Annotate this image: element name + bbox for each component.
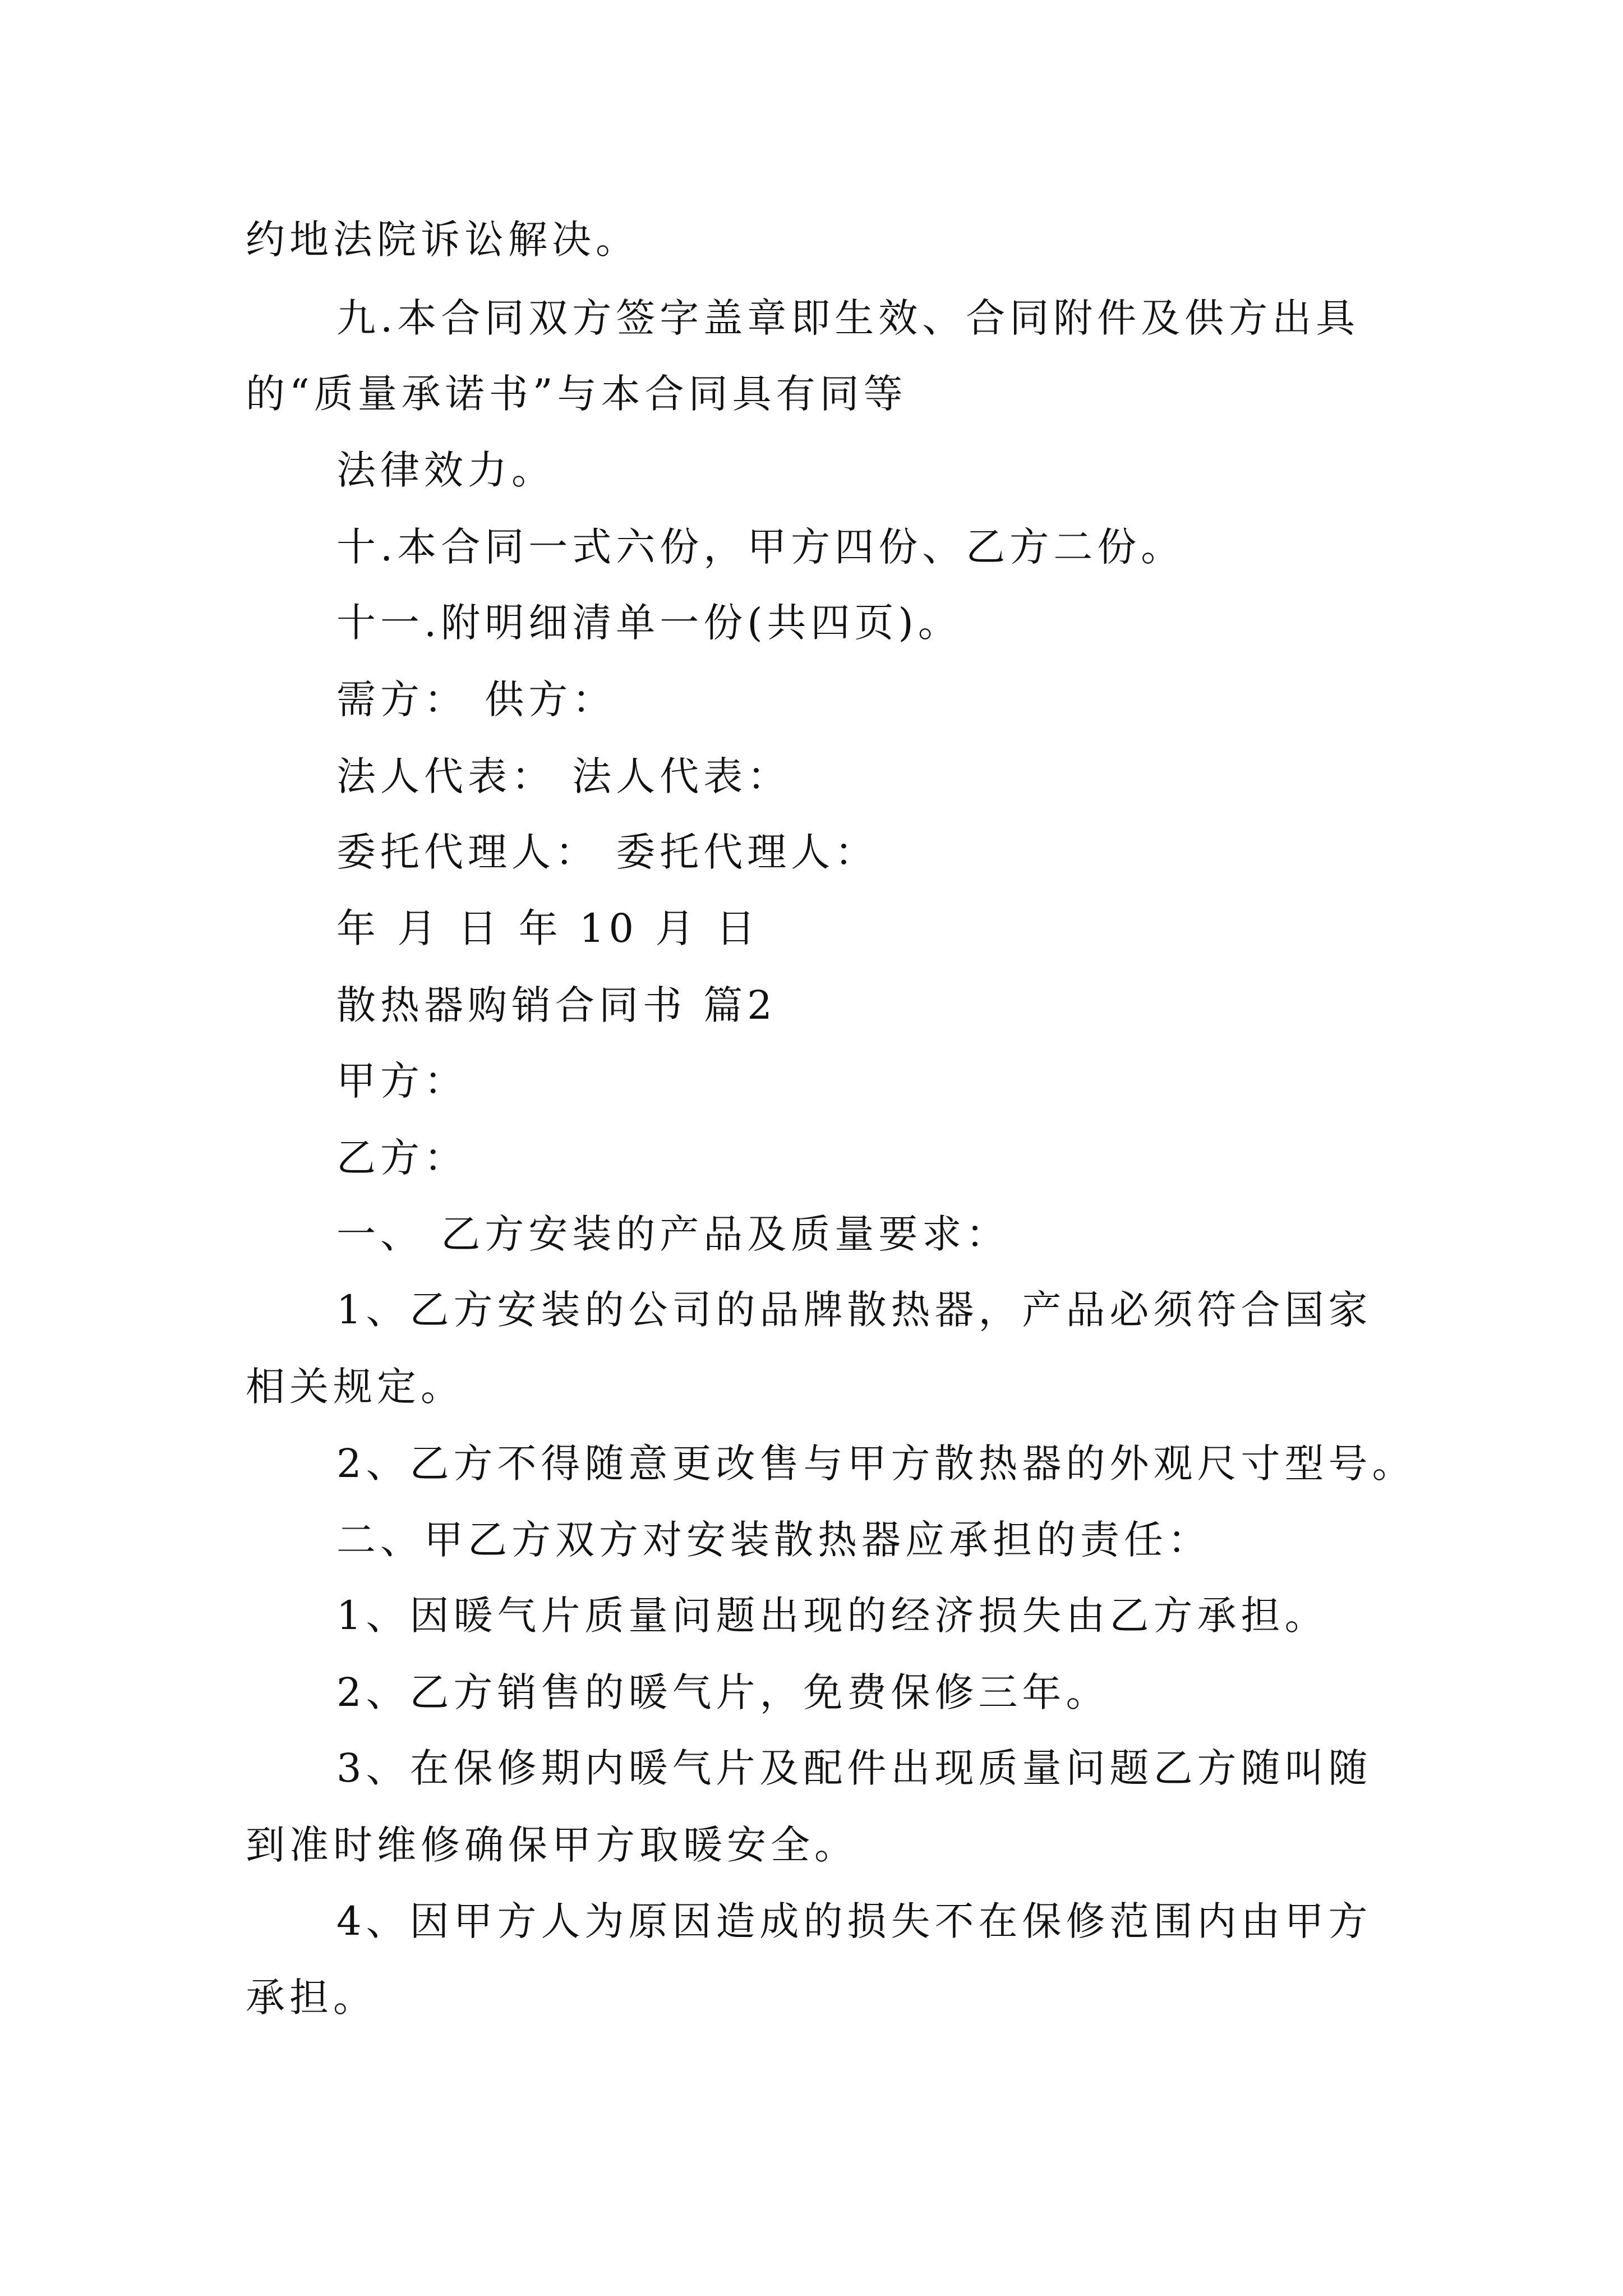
text-line: 的“质量承诺书”与本合同具有同等: [246, 371, 907, 417]
text-line: 甲方：: [336, 1058, 468, 1104]
text-line: 1、因暖气片质量问题出现的经济损失由乙方承担。: [336, 1593, 1329, 1639]
text-line: 乙方：: [336, 1135, 468, 1181]
text-line: 相关规定。: [246, 1364, 464, 1410]
text-line: 1、乙方安装的公司的品牌散热器，产品必须符合国家: [336, 1287, 1372, 1333]
text-line: 需方： 供方：: [336, 677, 616, 723]
text-line: 九.本合同双方签字盖章即生效、合同附件及供方出具: [336, 295, 1360, 341]
text-line: 法人代表： 法人代表：: [336, 753, 791, 799]
text-line: 委托代理人： 委托代理人：: [336, 829, 879, 875]
text-line: 3、在保修期内暖气片及配件出现质量问题乙方随叫随: [336, 1745, 1372, 1791]
text-line: 法律效力。: [336, 447, 555, 493]
text-line: 2、乙方不得随意更改售与甲方散热器的外观尺寸型号。: [336, 1441, 1416, 1487]
text-line: 十.本合同一式六份，甲方四份、乙方二份。: [336, 524, 1185, 570]
text-line: 二、甲乙方双方对安装散热器应承担的责任：: [336, 1517, 1211, 1563]
text-line: 承担。: [246, 1975, 377, 2021]
text-line: 年 月 日 年 10 月 日: [336, 905, 760, 951]
text-line: 一、 乙方安装的产品及质量要求：: [336, 1211, 1010, 1257]
text-line: 4、因甲方人为原因造成的损失不在保修范围内由甲方: [336, 1898, 1372, 1944]
text-line: 到准时维修确保甲方取暖安全。: [246, 1822, 858, 1868]
text-line: 约地法院诉讼解决。: [246, 217, 639, 263]
section-heading: 散热器购销合同书 篇2: [336, 982, 777, 1028]
text-line: 十一.附明细清单一份(共四页)。: [336, 600, 962, 646]
text-line: 2、乙方销售的暖气片，免费保修三年。: [336, 1669, 1110, 1715]
